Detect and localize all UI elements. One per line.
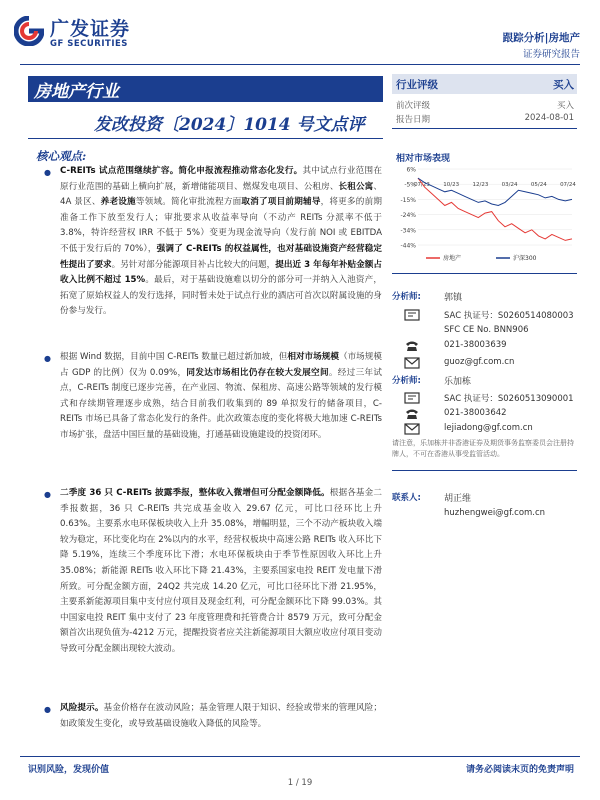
p1-text-j: 提出近 3 年每年补贴金额占收入比例不超过 15%	[60, 259, 382, 286]
phone-icon	[404, 408, 420, 420]
y-tick-label: 6%	[406, 166, 416, 174]
analyst-2-email[interactable]: lejiadong@gf.com.cn	[444, 423, 533, 433]
p4-text-a: 基金价格存在波动风险；基金管理人限于知识、经验或带来的管理风险；如政策发生变化，或导致基础设施收入降低的风险等。	[60, 703, 382, 729]
bullet-icon: ●	[44, 705, 51, 714]
p1-text-d: 养老设施	[100, 197, 136, 208]
legend-label: 沪深300	[513, 255, 537, 262]
analyst-1-phone: 021-38003639	[444, 340, 507, 350]
logo-text-cn: 广发证券	[50, 18, 131, 40]
p2-text-c: （市场规模占 GDP 的比例）仅为 0.09%，	[60, 352, 382, 378]
analyst-2-label: 分析师:	[392, 376, 421, 386]
industry-title: 房地产行业	[34, 82, 119, 102]
footer-divider	[20, 756, 580, 757]
analyst-2-name: 乐加栋	[444, 377, 472, 387]
p1-text-g: ，将更多的前期准备工作下放至发行人；审批要求从收益率导向（不动产 REITs 分派率不低于 3.8%，特许经营权 IRR 不低于 5%）变更为现金流导向（发行前 NOI 或 EBITDA 不低于发行后的 70%），	[60, 197, 382, 254]
series-line-0	[418, 178, 572, 240]
x-tick-label: 10/23	[443, 182, 460, 188]
x-tick-label: 07/24	[560, 182, 576, 188]
p1-bold: C-REITs 试点范围继续扩容。简化申报流程推动常态化发行。	[60, 166, 303, 176]
x-tick-label: 05/24	[530, 182, 547, 188]
analyst-1-name: 郭镇	[444, 293, 463, 303]
footer-slogan: 识别风险，发现价值	[28, 765, 110, 775]
chart-title: 相对市场表现	[396, 154, 451, 164]
analyst-1-sfc: SFC CE No. BNN906	[444, 325, 529, 335]
y-tick-label: -15%	[400, 196, 416, 204]
rating-value: 买入	[553, 79, 574, 91]
email-icon	[404, 423, 420, 435]
p1-text-i: 。另针对部分能源项目补占比较大的问题，	[111, 259, 276, 270]
certificate-icon	[404, 309, 420, 321]
core-points-title: 核心观点:	[36, 149, 87, 163]
bullet-icon: ●	[44, 168, 51, 177]
sidebar-divider	[392, 470, 577, 471]
certificate-icon	[404, 392, 420, 404]
rating-divider	[392, 128, 577, 129]
analyst-2-phone: 021-38003642	[444, 408, 507, 418]
prev-rating-label: 前次评级	[396, 101, 431, 111]
paragraph-1	[60, 164, 382, 320]
title-divider	[28, 138, 383, 139]
header-divider	[20, 64, 580, 65]
x-tick-label: 07/23	[414, 182, 430, 188]
p1-text-k: 。最后，对于基础设施难以切分的部分可一并纳入入池资产，拓宽了原始权益人的发行选择，同时暂未处于试点行业的酒店可首次以附属设施的身份参与发行。	[60, 275, 382, 317]
report-type: 跟踪分析|房地产	[502, 32, 580, 44]
p2-text-d: 同发达市场相比仍存在较大发展空间	[186, 367, 329, 378]
x-tick-label: 12/23	[472, 182, 489, 188]
p1-text-a: 其中试点行业范围在原行业范围的基础上横向扩展，新增储能项目、燃煤发电项目、公租房、	[60, 166, 382, 192]
gf-logo-icon	[14, 16, 44, 46]
footer-disclaimer-note: 请务必阅读末页的免责声明	[465, 765, 574, 775]
disclaimer-text: 请注意，乐加栋并非香港证券及期货事务监察委员会注册持牌人，不可在香港从事受监管活动。	[392, 439, 574, 458]
p3-bold: 二季度 36 只 C-REITs 披露季报，整体收入微增但可分配金额降低。	[60, 488, 330, 498]
p1-text-h: 强调了 C-REITs 的权益属性，也对基础设施资产经营稳定性提出了要求	[60, 243, 382, 270]
report-series: 证券研究报告	[522, 49, 580, 60]
p2-text-a: 根据 Wind 数据，目前中国 C-REITs 数量已超过新加坡，但	[60, 352, 288, 362]
p1-text-c: 、4A 景区、	[60, 181, 382, 208]
p2-text-b: 相对市场规模	[287, 352, 339, 362]
y-tick-label: -44%	[400, 242, 416, 250]
y-tick-label: -24%	[400, 212, 416, 220]
y-tick-label: -5%	[404, 181, 416, 189]
phone-icon	[404, 340, 420, 352]
logo-text-en: GF SECURITIES	[50, 39, 128, 49]
legend-label: 房地产	[443, 255, 462, 262]
p1-text-f: 取消了项目前期辅导	[241, 197, 321, 208]
analyst-1-label: 分析师:	[392, 292, 421, 302]
paragraph-4	[60, 701, 382, 732]
email-icon	[404, 357, 420, 369]
relative-performance-chart	[396, 165, 576, 268]
document-title: 发改投资〔2024〕1014 号文点评	[94, 115, 365, 135]
report-date-label: 报告日期	[396, 115, 431, 125]
chart-divider	[392, 273, 577, 274]
report-date-value: 2024-08-01	[524, 113, 574, 123]
company-logo	[14, 14, 164, 54]
contact-email[interactable]: huzhengwei@gf.com.cn	[444, 508, 546, 518]
p1-text-e: 等领域。简化审批流程方面	[135, 197, 242, 208]
page-number: 1 / 19	[287, 778, 313, 788]
p2-text-e: 。经过三年试点，C-REITs 制度已逐步完善，在产业园、物流、保租房、高速公路等领域的发行模式和存续期管理逐步成熟，结合目前我们收集到的 89 单拟发行的储备项目，C-REITs 市场已具备了常态化发行的条件。此次政策态度的变化将极大地加速 C-REITs 市场扩张，盘活中国巨量的基础设施，打通基础设施建设的投资闭环。	[60, 367, 382, 440]
bullet-icon: ●	[44, 490, 51, 499]
p4-bold: 风险提示。	[60, 703, 104, 713]
analyst-2-sac: SAC 执证号：S0260513090001	[444, 394, 574, 404]
series-line-1	[418, 178, 572, 205]
contact-name: 胡正维	[444, 494, 472, 504]
bullet-icon: ●	[44, 354, 51, 363]
p1-text-b: 长租公寓	[338, 181, 374, 192]
prev-rating-value: 买入	[556, 101, 574, 111]
analyst-1-sac: SAC 执证号：S0260514080003	[444, 311, 574, 321]
paragraph-2	[60, 350, 382, 444]
paragraph-3	[60, 486, 382, 658]
contact-label: 联系人:	[392, 493, 421, 503]
analyst-1-email[interactable]: guoz@gf.com.cn	[444, 357, 515, 367]
y-tick-label: -34%	[400, 227, 416, 235]
p3-text-a: 根据各基金二季报数据，36 只 C-REITs 共完成基金收入 29.67 亿元，可比口径环比上升 0.63%。主要系水电环保板块收入上升 35.08%，增幅明显，三个不动产板块收入端较为稳定，环比变化均在 2%以内的水平，经营权板块中高速公路 REITs 收入环比下降 5.19%，连续三个季度环比下滑；水电环保板块由于季节性原因收入环比上升 35.08%；新能源 REITs 收入环比下降 21.43%，主要系国家电投 REIT 发电量下滑所致。可分配金额方面，24Q2 共完成 14.20 亿元，可比口径环比下滑 21.95%，主要系新能源项目集中支付应付项目及现金红利，可分配金额环比下降 99.03%。其中国家电投 REIT 集中支付了 23 年度管理费和托管费合计 8579 万元，致可分配金额首次出现负值为-4212 万元，提醒投资者应关注新能源项目大额应收应付项目变动导致可分配金额出现较大波动。	[60, 488, 382, 654]
x-tick-label: 03/24	[501, 182, 518, 188]
rating-label: 行业评级	[396, 79, 438, 91]
